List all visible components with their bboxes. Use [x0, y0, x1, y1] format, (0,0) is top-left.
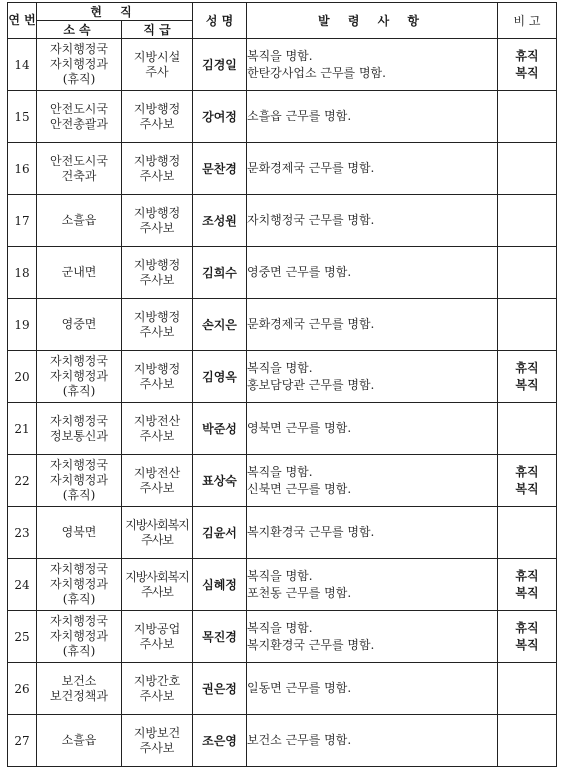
- appointment-cell: [247, 195, 498, 247]
- grade-line: 주사보: [139, 272, 175, 287]
- grade-line: 지방행정: [133, 101, 181, 116]
- grade-line: 주사보: [139, 220, 175, 235]
- header-name: 성 명: [193, 3, 247, 39]
- remarks-cell: [498, 611, 557, 663]
- appointment-cell: [247, 299, 498, 351]
- table-row: [8, 91, 557, 143]
- grade-cell: [122, 403, 193, 455]
- table-row: [8, 715, 557, 767]
- grade-line: 지방보건: [133, 725, 181, 740]
- dept-line: 자치행정과: [50, 369, 108, 383]
- dept-line: 소흘읍: [61, 733, 97, 747]
- name-cell: 조성원: [193, 195, 247, 247]
- note-line: 휴직: [515, 620, 539, 635]
- order-line: 소흘읍 근무를 명함.: [247, 109, 352, 123]
- dept-line: 안전도시국: [50, 153, 108, 168]
- grade-cell: [122, 91, 193, 143]
- remarks-cell: [498, 91, 557, 143]
- grade-line: 주사보: [139, 740, 175, 755]
- order-line: 문화경제국 근무를 명함.: [247, 161, 375, 175]
- dept-line: 정보통신과: [50, 428, 108, 443]
- table-row: [8, 559, 557, 611]
- order-line: 포천동 근무를 명함.: [247, 585, 352, 600]
- name-cell: 권은정: [193, 663, 247, 715]
- grade-line: 주사보: [141, 532, 173, 547]
- serial-number-cell: 23: [8, 507, 37, 559]
- grade-cell: [122, 351, 193, 403]
- grade-line: 지방사회복지: [125, 569, 189, 584]
- grade-line: 지방간호: [133, 673, 181, 688]
- name-cell: 목진경: [193, 611, 247, 663]
- dept-line: (휴직): [62, 488, 96, 502]
- remarks-cell: [498, 507, 557, 559]
- remarks-cell: [498, 299, 557, 351]
- name-cell: 박준성: [193, 403, 247, 455]
- table-row: [8, 299, 557, 351]
- note-line: 복직: [515, 377, 539, 392]
- grade-line: 지방행정: [133, 257, 181, 272]
- header-department: 소속: [37, 21, 122, 39]
- order-line: 영중면 근무를 명함.: [247, 265, 352, 279]
- header-remarks: 비 고: [498, 3, 557, 39]
- dept-line: (휴직): [62, 592, 96, 606]
- appointment-cell: [247, 715, 498, 767]
- order-line: 자치행정국 근무를 명함.: [247, 213, 375, 227]
- table-row: [8, 663, 557, 715]
- order-line: 복지환경국 근무를 명함.: [247, 637, 375, 652]
- dept-line: 자치행정국: [50, 42, 108, 56]
- dept-line: 자치행정과: [50, 473, 108, 487]
- grade-line: 지방행정: [133, 153, 181, 168]
- note-line: 휴직: [515, 568, 539, 583]
- note-line: 휴직: [515, 464, 539, 479]
- remarks-cell: [498, 715, 557, 767]
- serial-number-cell: 27: [8, 715, 37, 767]
- header-grade: 직 급: [122, 21, 193, 39]
- order-line: 복직을 명함.: [247, 464, 313, 479]
- grade-line: 주사보: [139, 428, 175, 443]
- table-row: [8, 143, 557, 195]
- name-cell: 김경일: [193, 39, 247, 91]
- grade-line: 주사보: [141, 584, 173, 599]
- dept-line: 자치행정국: [50, 562, 108, 576]
- grade-cell: [122, 195, 193, 247]
- dept-line: 자치행정과: [50, 629, 108, 643]
- dept-line: 자치행정국: [50, 354, 108, 368]
- dept-line: 소흘읍: [61, 213, 97, 227]
- note-line: 복직: [515, 637, 539, 652]
- serial-number-cell: 14: [8, 39, 37, 91]
- grade-line: 주사보: [139, 636, 175, 651]
- grade-line: 지방전산: [133, 413, 181, 428]
- note-line: 복직: [515, 585, 539, 600]
- header-appointment: 발 령 사 항: [247, 3, 498, 39]
- header-serial-number: 연 번: [8, 3, 37, 39]
- order-line: 복지환경국 근무를 명함.: [247, 525, 375, 539]
- grade-cell: [122, 559, 193, 611]
- grade-cell: [122, 143, 193, 195]
- dept-line: 자치행정국: [50, 458, 108, 472]
- appointment-cell: [247, 39, 498, 91]
- table-row: [8, 507, 557, 559]
- department-cell: [37, 39, 122, 91]
- remarks-cell: [498, 247, 557, 299]
- note-line: 휴직: [515, 48, 539, 63]
- department-cell: [37, 247, 122, 299]
- department-cell: [37, 91, 122, 143]
- appointment-cell: [247, 247, 498, 299]
- appointment-cell: [247, 143, 498, 195]
- serial-number-cell: 17: [8, 195, 37, 247]
- serial-number-cell: 21: [8, 403, 37, 455]
- grade-line: 지방사회복지: [125, 517, 189, 532]
- department-cell: [37, 351, 122, 403]
- dept-line: 보건소: [61, 673, 97, 688]
- department-cell: [37, 455, 122, 507]
- serial-number-cell: 19: [8, 299, 37, 351]
- name-cell: 손지은: [193, 299, 247, 351]
- name-cell: 김윤서: [193, 507, 247, 559]
- grade-line: 지방행정: [133, 361, 181, 376]
- order-line: 영북면 근무를 명함.: [247, 421, 352, 435]
- table-row: [8, 195, 557, 247]
- grade-line: 지방공업: [133, 621, 181, 636]
- department-cell: [37, 299, 122, 351]
- dept-line: 보건정책과: [50, 688, 108, 703]
- table-row: [8, 247, 557, 299]
- appointment-cell: [247, 455, 498, 507]
- grade-line: 주사보: [139, 168, 175, 183]
- grade-cell: [122, 663, 193, 715]
- serial-number-cell: 26: [8, 663, 37, 715]
- remarks-cell: [498, 455, 557, 507]
- appointment-cell: [247, 663, 498, 715]
- order-line: 일동면 근무를 명함.: [247, 681, 352, 695]
- department-cell: [37, 715, 122, 767]
- serial-number-cell: 20: [8, 351, 37, 403]
- dept-line: (휴직): [62, 644, 96, 658]
- appointment-cell: [247, 611, 498, 663]
- appointment-cell: [247, 351, 498, 403]
- grade-line: 주사보: [139, 324, 175, 339]
- dept-line: 영중면: [61, 317, 97, 331]
- table-row: [8, 351, 557, 403]
- serial-number-cell: 16: [8, 143, 37, 195]
- grade-line: 지방시설: [133, 49, 181, 64]
- name-cell: 문찬경: [193, 143, 247, 195]
- department-cell: [37, 611, 122, 663]
- grade-line: 주사보: [139, 376, 175, 391]
- order-line: 신북면 근무를 명함.: [247, 481, 352, 496]
- order-line: 한탄강사업소 근무를 명함.: [247, 65, 386, 80]
- grade-line: 지방전산: [133, 465, 181, 480]
- dept-line: 자치행정국: [50, 413, 108, 428]
- grade-cell: [122, 39, 193, 91]
- header-current-position: 현 직: [37, 3, 193, 21]
- department-cell: [37, 559, 122, 611]
- name-cell: 강여정: [193, 91, 247, 143]
- dept-line: 안전도시국: [50, 101, 108, 116]
- dept-line: 안전총괄과: [50, 116, 108, 131]
- table-row: [8, 611, 557, 663]
- remarks-cell: [498, 143, 557, 195]
- remarks-cell: [498, 403, 557, 455]
- table-row: [8, 39, 557, 91]
- grade-line: 주사보: [139, 688, 175, 703]
- serial-number-cell: 18: [8, 247, 37, 299]
- department-cell: [37, 663, 122, 715]
- dept-line: 자치행정과: [50, 57, 108, 71]
- department-cell: [37, 403, 122, 455]
- grade-line: 주사보: [139, 116, 175, 131]
- department-cell: [37, 507, 122, 559]
- order-line: 복직을 명함.: [247, 360, 313, 375]
- note-line: 복직: [515, 65, 539, 80]
- remarks-cell: [498, 195, 557, 247]
- remarks-cell: [498, 663, 557, 715]
- appointment-cell: [247, 559, 498, 611]
- grade-cell: [122, 455, 193, 507]
- dept-line: 영북면: [61, 525, 97, 539]
- remarks-cell: [498, 559, 557, 611]
- grade-line: 주사보: [139, 480, 175, 495]
- serial-number-cell: 25: [8, 611, 37, 663]
- order-line: 복직을 명함.: [247, 568, 313, 583]
- personnel-order-table: [7, 2, 557, 767]
- serial-number-cell: 24: [8, 559, 37, 611]
- grade-cell: [122, 611, 193, 663]
- dept-line: 자치행정과: [50, 577, 108, 591]
- grade-cell: [122, 507, 193, 559]
- appointment-cell: [247, 91, 498, 143]
- department-cell: [37, 195, 122, 247]
- order-line: 홍보담당관 근무를 명함.: [247, 377, 375, 392]
- order-line: 복직을 명함.: [247, 48, 313, 63]
- dept-line: (휴직): [62, 384, 96, 398]
- remarks-cell: [498, 351, 557, 403]
- dept-line: 군내면: [61, 265, 97, 279]
- note-line: 복직: [515, 481, 539, 496]
- serial-number-cell: 22: [8, 455, 37, 507]
- name-cell: 심혜정: [193, 559, 247, 611]
- dept-line: 건축과: [61, 168, 97, 183]
- table-row: [8, 403, 557, 455]
- note-line: 휴직: [515, 360, 539, 375]
- appointment-cell: [247, 403, 498, 455]
- name-cell: 김희수: [193, 247, 247, 299]
- department-cell: [37, 143, 122, 195]
- grade-line: 지방행정: [133, 205, 181, 220]
- grade-cell: [122, 715, 193, 767]
- order-line: 복직을 명함.: [247, 620, 313, 635]
- table-row: [8, 455, 557, 507]
- name-cell: 김영옥: [193, 351, 247, 403]
- remarks-cell: [498, 39, 557, 91]
- grade-cell: [122, 299, 193, 351]
- grade-line: 지방행정: [133, 309, 181, 324]
- grade-line: 주사: [145, 64, 169, 79]
- order-line: 문화경제국 근무를 명함.: [247, 317, 375, 331]
- name-cell: 조은영: [193, 715, 247, 767]
- name-cell: 표상숙: [193, 455, 247, 507]
- dept-line: 자치행정국: [50, 614, 108, 628]
- appointment-cell: [247, 507, 498, 559]
- serial-number-cell: 15: [8, 91, 37, 143]
- dept-line: (휴직): [62, 72, 96, 86]
- grade-cell: [122, 247, 193, 299]
- order-line: 보건소 근무를 명함.: [247, 733, 352, 747]
